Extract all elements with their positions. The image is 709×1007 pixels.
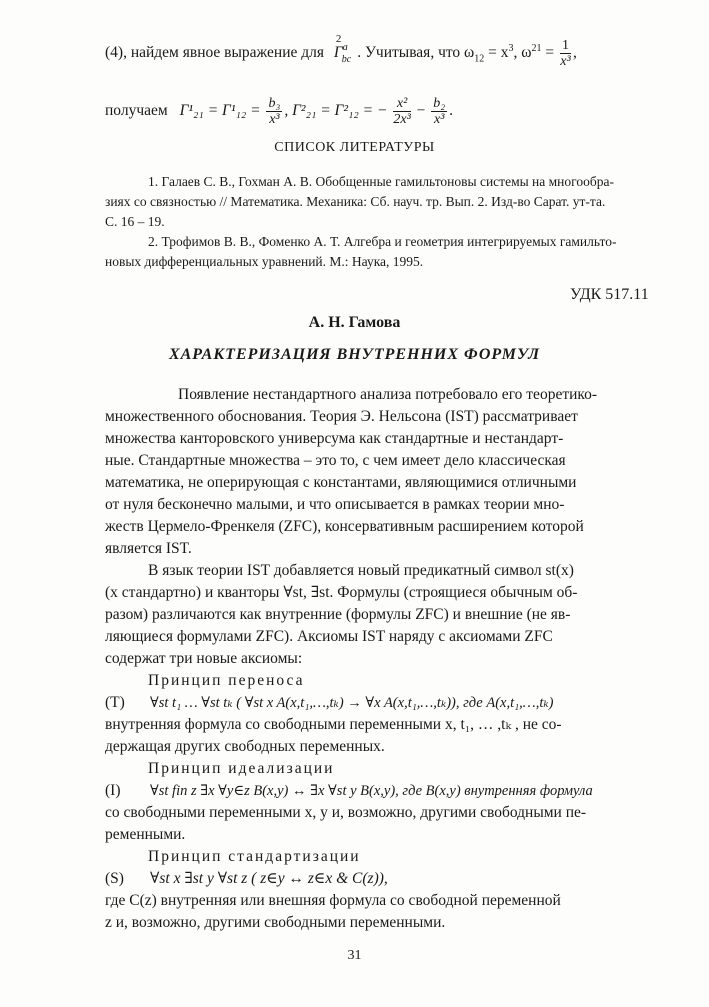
standardization-formula: ∀st x ∃st y ∀st z ( z∈y ↔ z∈x & C(z)),	[150, 870, 388, 887]
fraction-denominator: 2x³	[393, 112, 411, 127]
fraction-x2-2x3	[393, 96, 410, 127]
idealization-label: (I)	[105, 782, 121, 799]
gamma-index: 2	[335, 33, 342, 46]
fraction-numerator: 1	[561, 38, 569, 54]
standardization-label: (S)	[105, 870, 124, 887]
fraction-1-over-x3	[560, 38, 571, 69]
paragraph-1-line-7: жеств Цермело-Френкеля (ZFC), консервативным расширением которой	[105, 518, 584, 535]
gamma-symbol	[333, 33, 357, 66]
intro-line-2: получаем Γ¹₂₁ = Γ¹₁₂ = $\frac{\text{b₃}}{\text{x³}}$ , Γ²₂₁ = Γ²₁₂ = − $\frac{\text{x²}}{\text{2x³}}$ − $\frac{\text{b₂}}{\text{x³}}$ .	[105, 96, 454, 127]
udk-code: УДК 517.11	[570, 286, 649, 303]
article-title: ХАРАКТЕРИЗАЦИЯ ВНУТРЕННИХ ФОРМУЛ	[168, 346, 541, 363]
standardization-principle-title: Принцип стандартизации	[148, 848, 361, 865]
fraction-b2-x3	[431, 96, 447, 127]
gamma-subscript: bc	[341, 54, 352, 66]
idealization-formula: ∀st fin z ∃x ∀y∈z B(x,y) ↔ ∃x ∀st y B(x,y), где B(x,y) внутренняя формула	[150, 783, 593, 799]
christoffel-formula: Γ¹₂₁ = Γ¹₁₂ =	[179, 102, 261, 120]
idealization-principle-title: Принцип идеализации	[148, 760, 335, 777]
references-heading: СПИСОК ЛИТЕРАТУРЫ	[274, 140, 435, 155]
paragraph-1-line-1: Появление нестандартного анализа потребовало его теоретико-	[178, 386, 598, 403]
fraction-denominator: x³	[434, 112, 445, 127]
reference-2-line-1: 2. Трофимов В. В., Фоменко А. Т. Алгебра и геометрия интегрируемых гамильто-	[148, 234, 617, 249]
intro-text-3: = x	[484, 44, 509, 62]
paragraph-1-line-4: ные. Стандартные множества – это то, с чем имеет дело классическая	[105, 452, 566, 469]
christoffel-formula-2: , Γ²₂₁ = Γ²₁₂ = −	[284, 102, 388, 120]
standardization-line-3: z и, возможно, другими свободными переменными.	[105, 914, 446, 931]
transfer-formula: ∀st t₁ … ∀st tₖ ( ∀st x A(x,t₁,…,tₖ) → ∀x A(x,t₁,…,tₖ)), где A(x,t₁,…,tₖ)	[150, 695, 554, 711]
page-number: 31	[347, 948, 362, 963]
fraction-numerator: x²	[393, 96, 410, 112]
intro-text-2: . Учитывая, что ω	[357, 44, 475, 62]
gamma-superscript: a	[342, 42, 348, 54]
paragraph-2-line-1: В язык теории IST добавляется новый предикатный символ st(x)	[148, 562, 574, 579]
author-name: А. Н. Гамова	[308, 314, 401, 331]
reference-1-line-2: зиях со связностью // Математика. Механика: Сб. науч. тр. Вып. 2. Изд-во Сарат. ут-та.	[105, 194, 606, 209]
paragraph-1-line-3: множества канторовского универсума как стандартные и нестандарт-	[105, 430, 564, 447]
transfer-line-3: держащая других свободных переменных.	[105, 738, 385, 755]
standardization-line-2: где C(z) внутренняя или внешняя формула со свободной переменной	[105, 892, 561, 909]
fraction-b3-x3	[266, 96, 282, 127]
fraction-numerator: b₂	[433, 96, 446, 111]
transfer-principle-title: Принцип переноса	[148, 672, 305, 689]
reference-1-line-3: С. 16 – 19.	[105, 214, 165, 229]
intro-text-4: , ω	[513, 44, 532, 62]
minus-sign: −	[416, 102, 426, 120]
reference-2-line-2: новых дифференциальных уравнений. М.: Наука, 1995.	[105, 254, 424, 269]
paragraph-2-line-5: содержат три новые аксиомы:	[105, 650, 303, 667]
intro-text-6: получаем	[105, 102, 168, 120]
gamma-letter: Γ	[333, 44, 343, 62]
paragraph-1-line-6: от нуля бесконечно малыми, и что описывается в рамках теории мно-	[105, 496, 565, 513]
paragraph-1-line-2: множественного обоснования. Теория Э. Нельсона (IST) рассматривает	[105, 408, 578, 425]
paragraph-2-line-2: (x стандартно) и кванторы ∀st, ∃st. Формулы (строящиеся обычным об-	[105, 584, 578, 601]
intro-text-5: =	[541, 44, 555, 62]
paragraph-2-line-4: ляющиеся формулами ZFC). Аксиомы IST наряду с аксиомами ZFC	[105, 628, 553, 645]
paragraph-1-line-8: является IST.	[105, 540, 192, 557]
paragraph-2-line-3: разом) различаются как внутренние (формулы ZFC) и внешние (не яв-	[105, 606, 571, 623]
fraction-numerator: b₃	[268, 96, 281, 111]
transfer-line-2: внутренняя формула со свободными переменными x, t₁, … ,tₖ , не со-	[105, 716, 562, 733]
fraction-denominator: x³	[560, 54, 571, 70]
transfer-label: (T)	[105, 694, 125, 711]
fraction-denominator: x³	[269, 112, 280, 127]
omega-index: 12	[474, 53, 485, 65]
intro-text: (4), найдем явное выражение для	[105, 44, 325, 62]
omega-index-2: 21	[531, 43, 542, 54]
idealization-line-2: со свободными переменными x, y и, возможно, другими свободными пе-	[105, 804, 587, 821]
intro-line-1: (4), найдем явное выражение для 2 $\Gamma^a_{bc}$ . Учитывая, что $\omega_{12} = x^3$, $\omega^{21}$ = $\frac{1}{\text{x³}}$ ,	[105, 38, 577, 70]
idealization-line-3: ременными.	[105, 826, 186, 843]
paragraph-1-line-5: математика, не оперирующая с константами, являющимися отличными	[105, 474, 577, 491]
reference-1-line-1: 1. Галаев С. В., Гохман А. В. Обобщенные гамильтоновы системы на многообра-	[148, 174, 614, 189]
exponent: 3	[508, 43, 514, 54]
